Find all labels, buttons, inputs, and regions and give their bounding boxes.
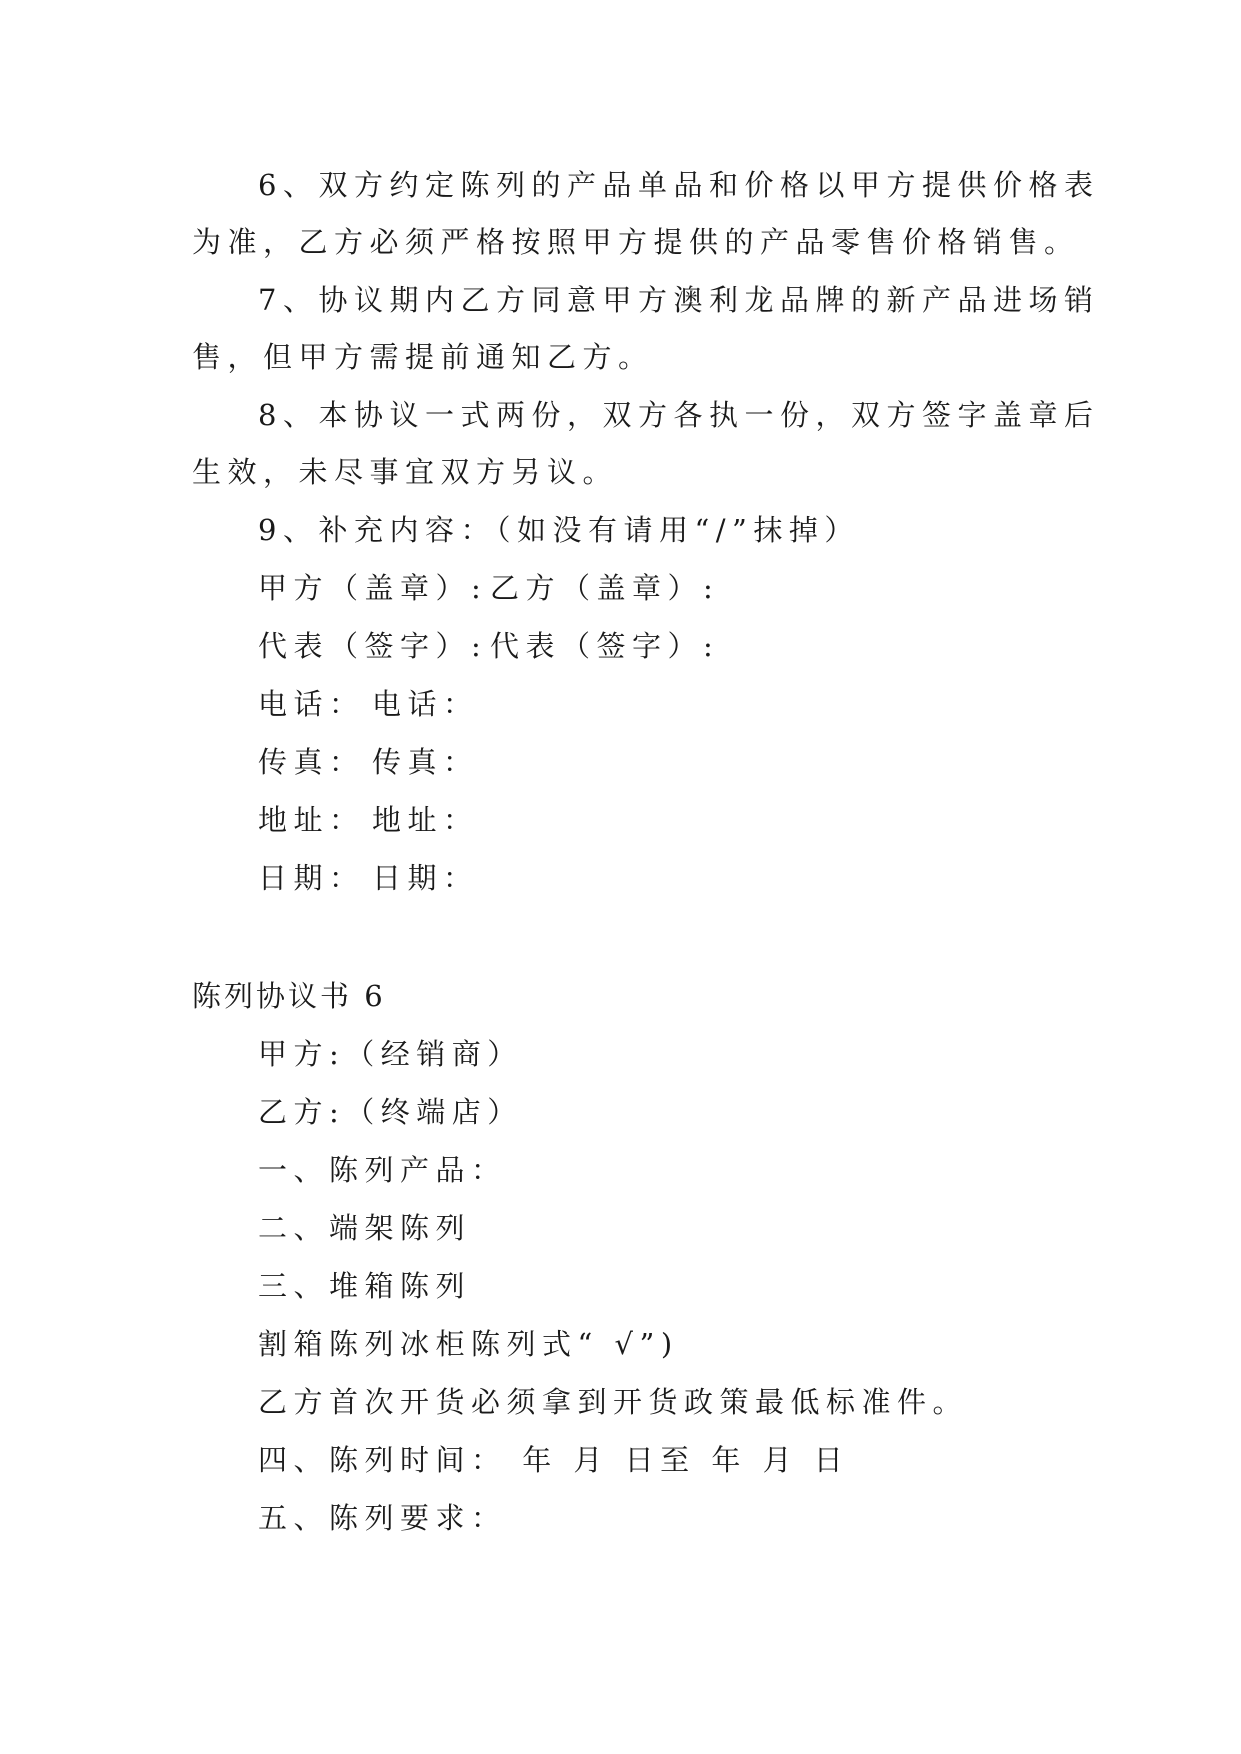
clause-6-line-1: 6、双方约定陈列的产品单品和价格以甲方提供价格表: [258, 168, 1100, 202]
clause-7-line-2: 售，但甲方需提前通知乙方。: [192, 340, 654, 374]
item-5-display-requirements: 五、陈列要求：: [258, 1501, 507, 1535]
first-order-requirement: 乙方首次开货必须拿到开货政策最低标准件。: [258, 1385, 969, 1419]
clause-8-line-2: 生效，未尽事宜双方另议。: [192, 455, 619, 489]
rep-a-label: 代表（签字）:: [258, 629, 488, 663]
party-b-line: 乙方:（终端店）: [258, 1095, 523, 1129]
address-a-label: 地址：: [258, 803, 365, 837]
item-3-stack-display: 三、堆箱陈列: [258, 1269, 472, 1303]
clause-6-line-2: 为准，乙方必须严格按照甲方提供的产品零售价格销售。: [192, 225, 1080, 259]
clause-7-line-1: 7、协议期内乙方同意甲方澳利龙品牌的新产品进场销: [258, 283, 1100, 317]
date-b-label: 日期：: [372, 861, 479, 895]
rep-b-label: 代表（签字）:: [490, 629, 720, 663]
clause-9: 9、补充内容：（如没有请用“/”抹掉）: [258, 513, 860, 547]
fax-a-label: 传真：: [258, 745, 365, 779]
fax-b-label: 传真：: [372, 745, 479, 779]
party-a-line: 甲方:（经销商）: [258, 1037, 523, 1071]
clause-8-line-1: 8、本协议一式两份，双方各执一份，双方签字盖章后: [258, 398, 1100, 432]
party-a-seal-label: 甲方（盖章）:: [258, 571, 488, 605]
address-b-label: 地址：: [372, 803, 479, 837]
item-1-display-products: 一、陈列产品：: [258, 1153, 507, 1187]
party-b-seal-label: 乙方（盖章）:: [490, 571, 720, 605]
display-style-options: 割箱陈列冰柜陈列式“ √”): [258, 1327, 679, 1361]
phone-a-label: 电话：: [258, 687, 365, 721]
item-4-display-period: 四、陈列时间： 年 月 日至 年 月 日: [258, 1443, 850, 1477]
phone-b-label: 电话：: [372, 687, 479, 721]
agreement-6-title: 陈列协议书 6: [192, 979, 386, 1013]
date-a-label: 日期：: [258, 861, 365, 895]
item-2-end-shelf: 二、端架陈列: [258, 1211, 472, 1245]
